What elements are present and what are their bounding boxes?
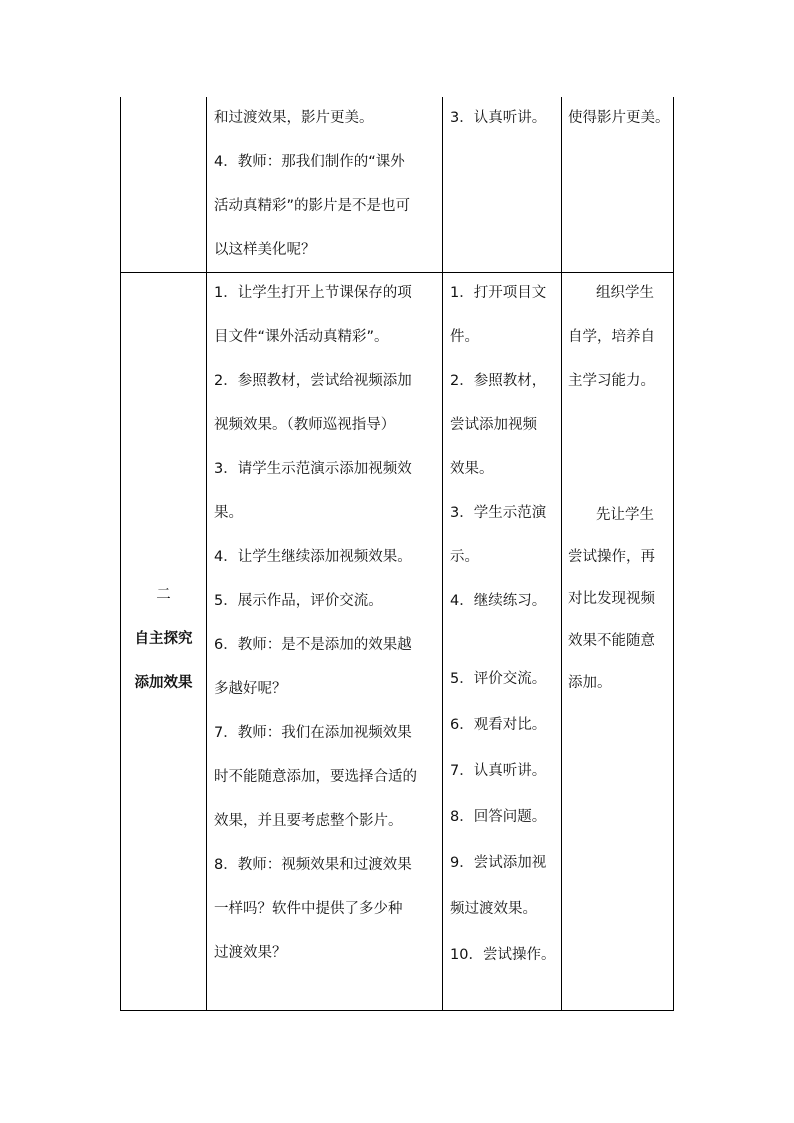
process-line: 过渡效果？ xyxy=(214,945,287,961)
process-line: 目文件“课外活动真精彩”。 xyxy=(214,329,389,345)
table-col-divider-2 xyxy=(442,97,443,1011)
table-bottom-border xyxy=(120,1010,674,1011)
student-line: 效果。 xyxy=(450,461,494,477)
intent-line: 对比发现视频 xyxy=(568,591,655,607)
stage-title-line1: 自主探究 xyxy=(134,631,193,647)
process-line: 活动真精彩”的影片是不是也可 xyxy=(214,198,411,214)
process-line: 时不能随意添加，要选择合适的 xyxy=(214,769,417,785)
student-line: 9．尝试添加视 xyxy=(450,855,547,871)
intent-line: 尝试操作，再 xyxy=(568,549,655,565)
process-line: 4．教师：那我们制作的“课外 xyxy=(214,154,405,170)
process-line: 视频效果。（教师巡视指导） xyxy=(214,417,396,433)
row2-student-cell-b xyxy=(450,669,558,991)
intent-line: 先让学生 xyxy=(596,507,654,523)
student-line: 示。 xyxy=(450,549,479,565)
row2-process-cell xyxy=(214,283,440,987)
student-line: 5．评价交流。 xyxy=(450,671,547,687)
process-line: 5．展示作品，评价交流。 xyxy=(214,593,383,609)
process-line: 3．请学生示范演示添加视频效 xyxy=(214,461,412,477)
intent-line: 组织学生 xyxy=(596,285,654,301)
student-line: 10．尝试操作。 xyxy=(450,947,556,963)
row2-student-cell-a xyxy=(450,283,558,635)
intent-line: 使得影片更美。 xyxy=(568,110,670,126)
student-line: 8．回答问题。 xyxy=(450,809,547,825)
process-line: 4．让学生继续添加视频效果。 xyxy=(214,549,412,565)
intent-line: 添加。 xyxy=(568,675,612,691)
process-line: 6．教师：是不是添加的效果越 xyxy=(214,637,412,653)
row1-intent-cell xyxy=(568,108,672,152)
student-line: 尝试添加视频 xyxy=(450,417,537,433)
table-col-divider-1 xyxy=(206,97,207,1011)
student-line: 4．继续练习。 xyxy=(450,593,547,609)
process-line: 效果，并且要考虑整个影片。 xyxy=(214,813,403,829)
row1-student-cell xyxy=(450,108,558,152)
stage-number: 二 xyxy=(156,587,171,603)
student-line: 1．打开项目文 xyxy=(450,285,547,301)
process-line: 7．教师：我们在添加视频效果 xyxy=(214,725,412,741)
table-right-border xyxy=(673,97,674,1011)
process-line: 1．让学生打开上节课保存的项 xyxy=(214,285,412,301)
student-line: 频过渡效果。 xyxy=(450,901,537,917)
process-line: 一样吗？软件中提供了多少种 xyxy=(214,901,403,917)
row2-intent-cell-b xyxy=(568,505,672,715)
process-line: 和过渡效果，影片更美。 xyxy=(214,110,374,126)
process-line: 多越好呢？ xyxy=(214,681,287,697)
process-line: 果。 xyxy=(214,505,243,521)
intent-line: 主学习能力。 xyxy=(568,373,655,389)
student-line: 件。 xyxy=(450,329,479,345)
intent-line: 自学，培养自 xyxy=(568,329,655,345)
student-line: 6．观看对比。 xyxy=(450,717,547,733)
table-left-border xyxy=(120,97,121,1011)
intent-line: 效果不能随意 xyxy=(568,633,655,649)
process-line: 2．参照教材，尝试给视频添加 xyxy=(214,373,412,389)
student-line: 2．参照教材， xyxy=(450,373,547,389)
process-line: 8．教师：视频效果和过渡效果 xyxy=(214,857,412,873)
row1-process-cell xyxy=(214,108,440,284)
row2-intent-cell-a xyxy=(568,283,672,415)
student-line: 3．学生示范演 xyxy=(450,505,547,521)
process-line: 以这样美化呢？ xyxy=(214,242,316,258)
table-col-divider-3 xyxy=(561,97,562,1011)
stage-title-line2: 添加效果 xyxy=(134,675,193,691)
student-line: 3．认真听讲。 xyxy=(450,110,547,126)
student-line: 7．认真听讲。 xyxy=(450,763,547,779)
